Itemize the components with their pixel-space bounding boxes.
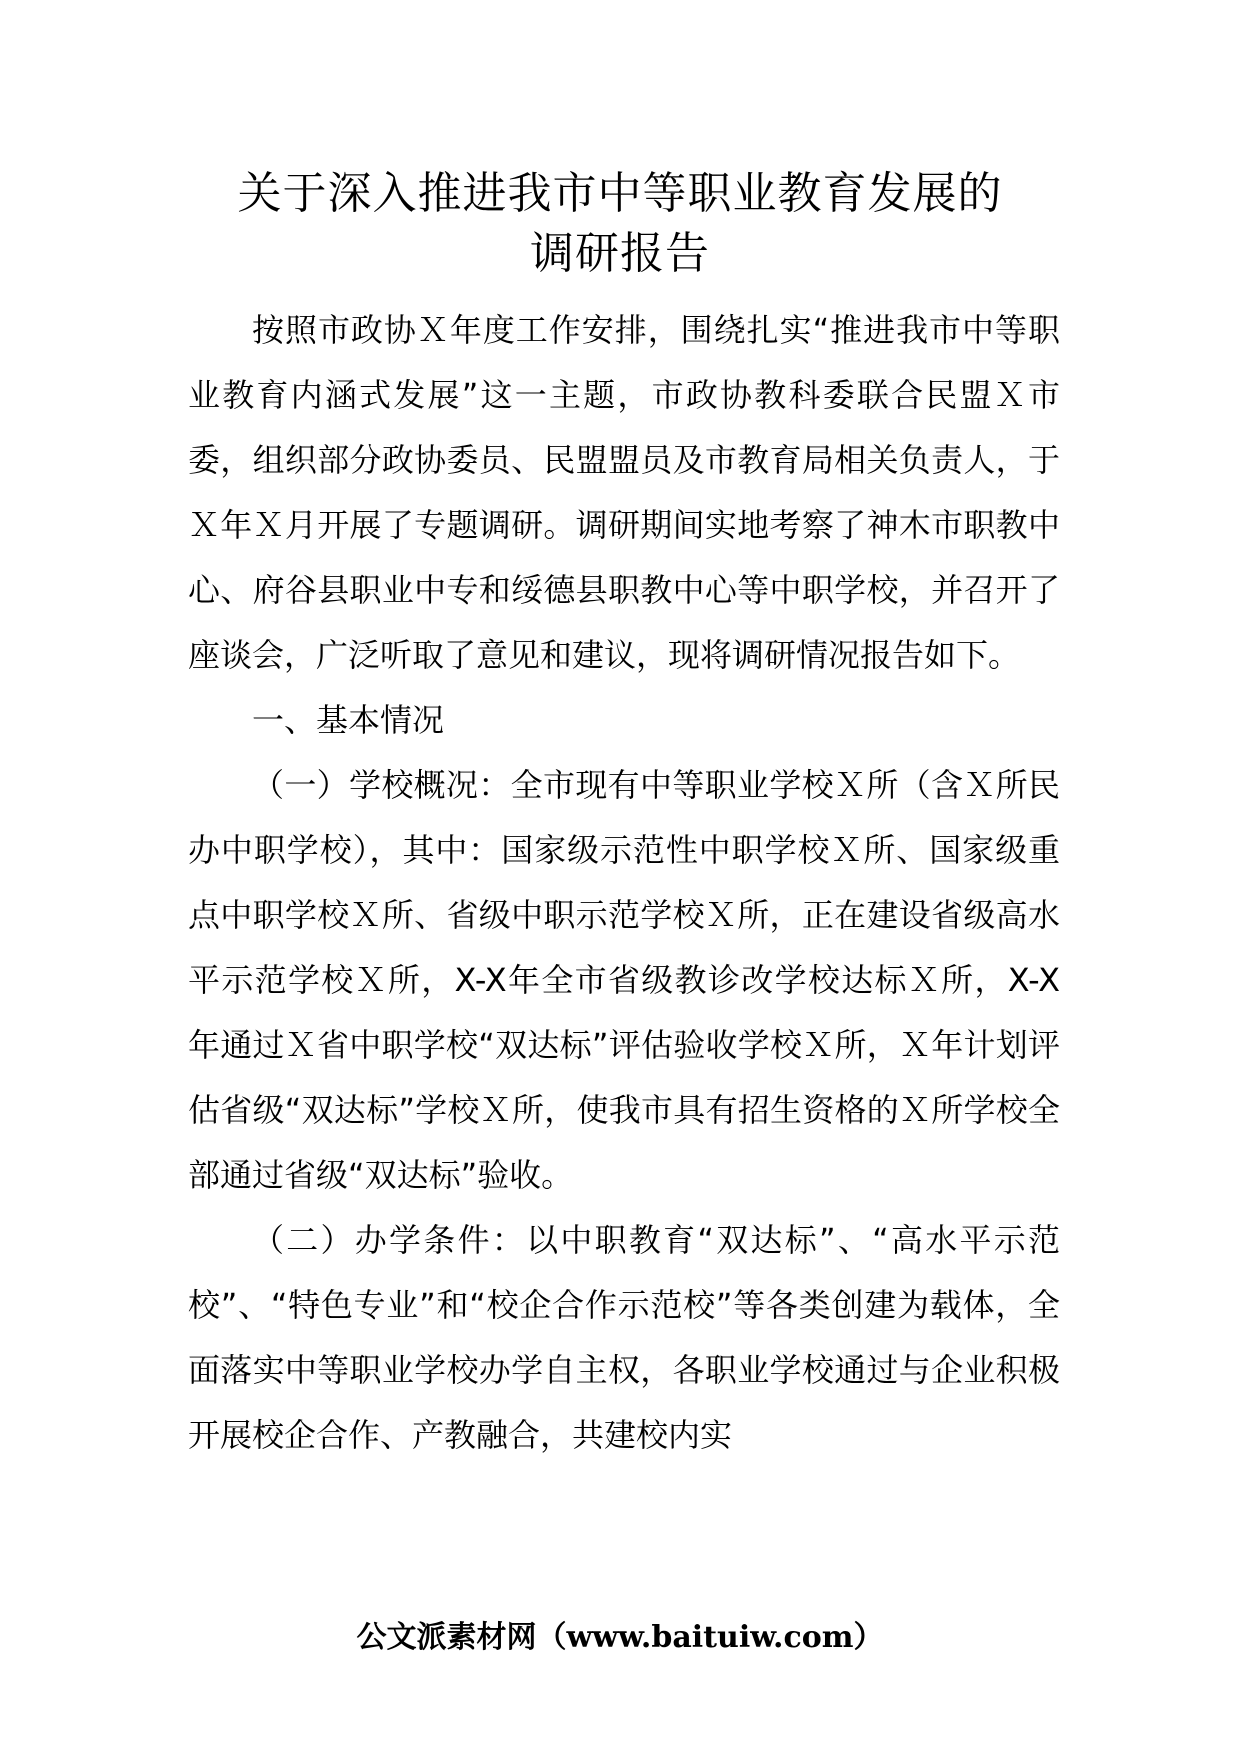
title-line-1: 关于深入推进我市中等职业教育发展的 [237, 168, 1003, 219]
section-heading-basic-situation: 一、基本情况 [252, 701, 445, 739]
document-body [188, 298, 1060, 1468]
document-title [0, 164, 1240, 284]
school-conditions-paragraph: （二）办学条件：以中职教育“双达标”、“高水平示范校”、“特色专业”和“校企合作示范校”等各类创建为载体，全面落实中等职业学校办学自主权，各职业学校通过与企业积极开展校企合作、产教融合，共建校内实 [188, 1221, 1060, 1454]
school-overview-paragraph: （一）学校概况：全市现有中等职业学校Ｘ所（含Ｘ所民办中职学校），其中：国家级示范性中职学校Ｘ所、国家级重点中职学校Ｘ所、省级中职示范学校Ｘ所，正在建设省级高水平示范学校Ｘ所，X-X年全市省级教诊改学校达标Ｘ所，X-X年通过Ｘ省中职学校“双达标”评估验收学校Ｘ所，Ｘ年计划评估省级“双达标”学校Ｘ所，使我市具有招生资格的Ｘ所学校全部通过省级“双达标”验收。 [188, 766, 1060, 1194]
intro-paragraph: 按照市政协Ｘ年度工作安排，围绕扎实“推进我市中等职业教育内涵式发展”这一主题，市政协教科委联合民盟Ｘ市委，组织部分政协委员、民盟盟员及市教育局相关负责人，于Ｘ年Ｘ月开展了专题调研。调研期间实地考察了神木市职教中心、府谷县职业中专和绥德县职教中心等中职学校，并召开了座谈会，广泛听取了意见和建议，现将调研情况报告如下。 [188, 311, 1060, 674]
title-line-2: 调研报告 [530, 228, 710, 279]
footer-watermark: 公文派素材网（www.baituiw.com） [356, 1620, 884, 1655]
